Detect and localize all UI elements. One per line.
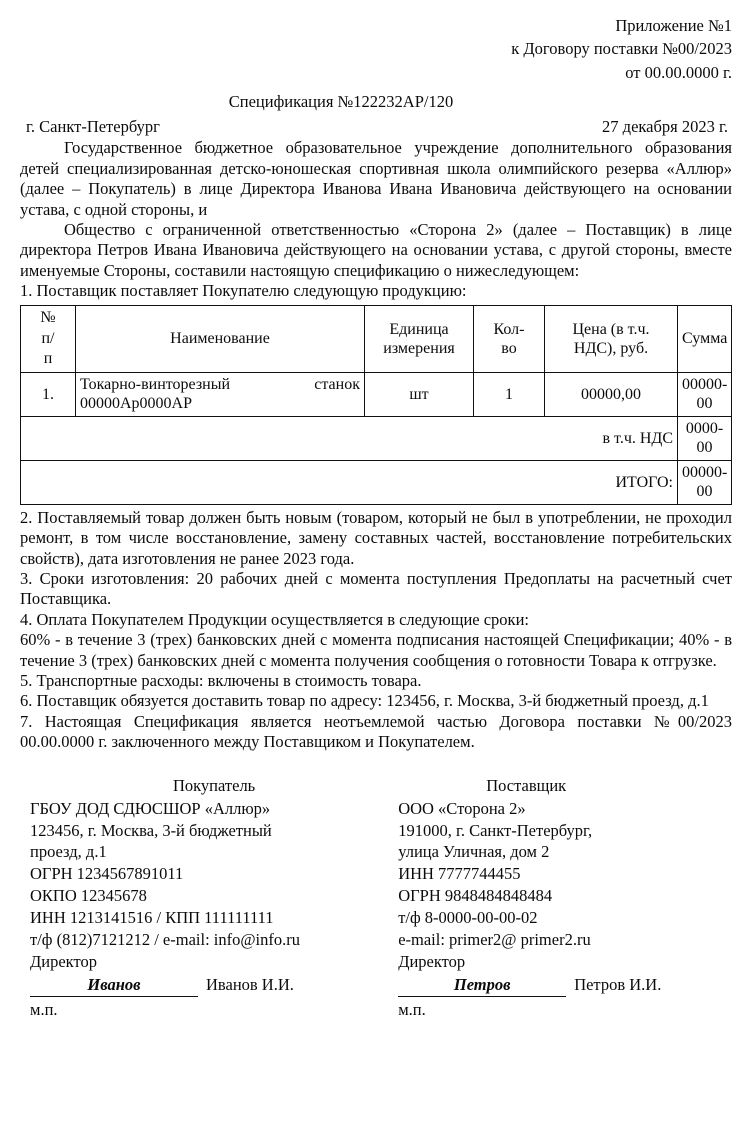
signatures-section [20, 776, 732, 1020]
buyer-signatory-name: Иванов И.И. [206, 975, 294, 995]
column-header-quantity-line2: во [501, 340, 517, 358]
column-header-unit [365, 306, 474, 372]
column-header-quantity-line1: Кол- [493, 320, 525, 338]
city-label: г. Санкт-Петербург [26, 117, 160, 137]
column-header-price-line1: Цена (в т.ч. [572, 320, 650, 338]
supplier-signature-block [398, 776, 732, 1020]
cell-number: 1. [21, 372, 76, 416]
supplier-signatory-name: Петров И.И. [574, 975, 662, 995]
preamble-buyer: Государственное бюджетное образовательное учреждение дополнительного образования детей специализированная детско-юношеская спортивная школа олимпийского резерва «Аллюр» (далее – Покупатель) в лице Директора Иванова Ивана Ивановича действующего на основании устава, с одной стороны, и [20, 138, 732, 219]
table-row [21, 372, 732, 416]
buyer-heading: Покупатель [172, 776, 256, 796]
table-row-vat [21, 416, 732, 460]
vat-value: 0000-00 [678, 416, 732, 460]
document-date: 27 декабря 2023 г. [602, 117, 728, 137]
cell-quantity: 1 [474, 372, 545, 416]
table-row-total [21, 460, 732, 504]
buyer-ogrn: ОГРН 1234567891011 [30, 864, 184, 884]
cell-name: Токарно-винторезный станок 00000Ар0000АР [76, 372, 365, 416]
column-header-number-line1: № [40, 309, 56, 327]
supplier-organization: ООО «Сторона 2» [398, 798, 526, 818]
vat-label: в т.ч. НДС [21, 416, 678, 460]
supplier-inn: ИНН 7777744455 [398, 864, 521, 884]
clause-7: 7. Настоящая Спецификация является неотъемлемой частью Договора поставки №00/2023 00.00.0000 г. заключенного между Поставщиком и Покупателем. [20, 711, 732, 752]
column-header-number [21, 306, 76, 372]
buyer-address-line-1: 123456, г. Москва, 3-й бюджетный [30, 820, 272, 840]
buyer-position: Директор [30, 952, 97, 972]
preamble-supplier: Общество с ограниченной ответственностью «Сторона 2» (далее – Поставщик) в лице директора Петров Ивана Ивановича действующего на основании устава, с другой стороны, вместе именуемые Стороны, составили настоящую спецификацию о нижеследующем: [20, 219, 732, 280]
clause-1-lead: 1. Поставщик поставляет Покупателю следующую продукцию: [20, 281, 467, 301]
specification-title: Спецификация №122232АР/120 [228, 92, 454, 112]
column-header-quantity [474, 306, 545, 372]
column-header-price [545, 306, 678, 372]
buyer-organization: ГБОУ ДОД СДЮСШОР «Аллюр» [30, 798, 271, 818]
buyer-phone-email: т/ф (812)7121212 / e-mail: info@info.ru [30, 930, 301, 950]
clause-4: 4. Оплата Покупателем Продукции осуществляется в следующие сроки: [20, 609, 529, 629]
appendix-number: Приложение №1 [615, 16, 732, 35]
supplier-signature-row [398, 975, 732, 997]
clause-2: 2. Поставляемый товар должен быть новым (товаром, который не был в употреблении, не проходил ремонт, в том числе восстановление, замену составных частей, восстановление потребительских свойств), дата изготовления не ранее 2023 года. [20, 507, 732, 568]
supplier-email: e-mail: primer2@ primer2.ru [398, 930, 591, 950]
supplier-position: Директор [398, 952, 466, 972]
buyer-stamp-mark: м.п. [30, 1000, 58, 1020]
supplier-signature: Петров [398, 975, 566, 997]
buyer-signature-block [20, 776, 398, 1020]
cell-unit: шт [365, 372, 474, 416]
buyer-signature-row [30, 975, 398, 997]
supplier-address-line-2: улица Уличная, дом 2 [398, 842, 550, 862]
cell-price: 00000,00 [545, 372, 678, 416]
column-header-name: Наименование [76, 306, 365, 372]
supplier-ogrn: ОГРН 9848484848484 [398, 886, 553, 906]
buyer-address-line-2: проезд, д.1 [30, 842, 107, 862]
total-label: ИТОГО: [21, 460, 678, 504]
document-header [20, 14, 732, 84]
buyer-inn-kpp: ИНН 1213141516 / КПП 111111111 [30, 908, 274, 928]
contract-reference: к Договору поставки №00/2023 [511, 39, 732, 59]
table-header-row [21, 306, 732, 372]
column-header-price-line2: НДС), руб. [573, 340, 649, 358]
clause-5: 5. Транспортные расходы: включены в стоимость товара. [20, 670, 422, 690]
total-value: 00000-00 [678, 460, 732, 504]
clause-4-terms: 60% - в течение 3 (трех) банковских дней с момента подписания настоящей Спецификации; 40% - в течение 3 (трех) банковских дней с момента получения сообщения о готовности Товара к отгрузке. [20, 630, 732, 670]
clause-6: 6. Поставщик обязуется доставить товар по адресу: 123456, г. Москва, 3-й бюджетный проезд, д.1 [20, 691, 709, 711]
column-header-unit-line2: измерения [383, 340, 455, 358]
city-date-row [20, 115, 732, 138]
supplier-address-line-1: 191000, г. Санкт-Петербург, [398, 820, 593, 840]
column-header-unit-line1: Единица [389, 320, 449, 338]
column-header-sum: Сумма [678, 306, 732, 372]
column-header-number-line3: п [43, 350, 53, 368]
contract-date: от 00.00.0000 г. [625, 62, 732, 82]
buyer-okpo: ОКПО 12345678 [30, 886, 147, 906]
supplier-stamp-mark: м.п. [398, 1000, 426, 1020]
buyer-signature: Иванов [30, 975, 198, 997]
clause-3: 3. Сроки изготовления: 20 рабочих дней с момента поступления Предоплаты на расчетный счет Поставщика. [20, 569, 732, 609]
supplier-heading: Поставщик [486, 776, 567, 796]
supplier-phone: т/ф 8-0000-00-00-02 [398, 908, 538, 928]
cell-sum: 00000-00 [678, 372, 732, 416]
products-table [20, 305, 732, 505]
column-header-number-line2: п/ [41, 329, 55, 347]
